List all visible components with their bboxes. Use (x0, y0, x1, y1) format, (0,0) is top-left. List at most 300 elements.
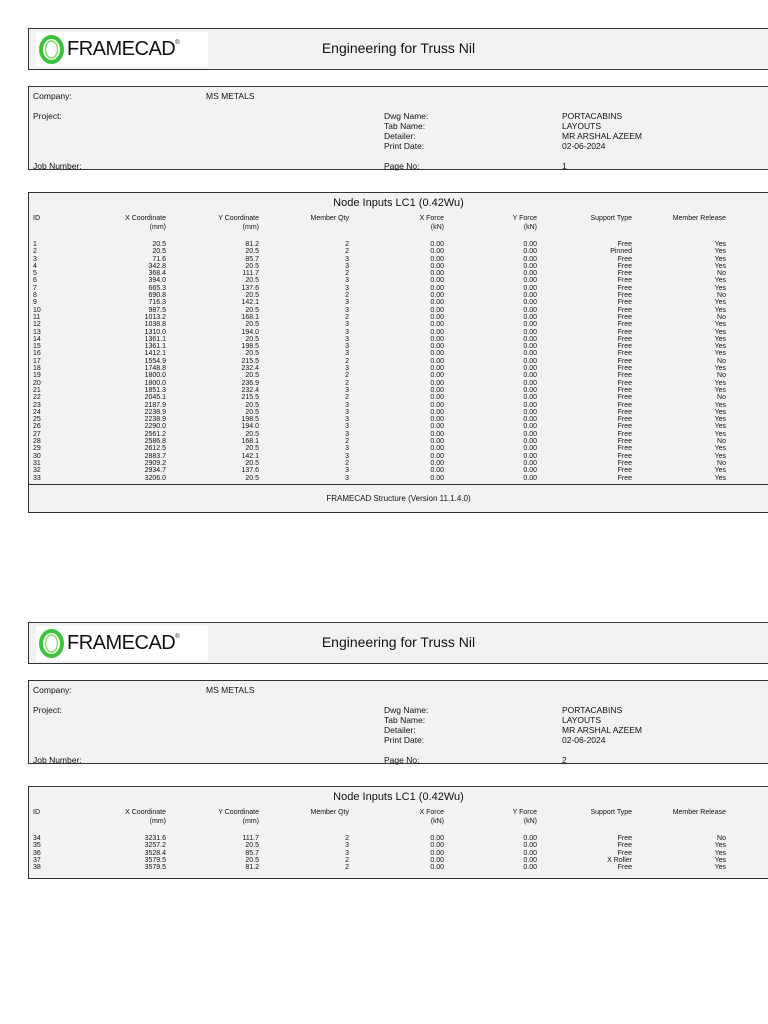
cell-member-release: Yes (714, 445, 726, 453)
cell-y-force: 0.00 (523, 416, 537, 424)
cell-member-release: Yes (714, 277, 726, 285)
cell-member-qty: 3 (345, 416, 349, 424)
cell-y-coordinate: 168.1 (241, 438, 259, 446)
cell-id: 38 (33, 864, 41, 872)
table-row (29, 263, 768, 270)
table-title: Node Inputs LC1 (0.42Wu) (333, 791, 464, 803)
cell-member-qty: 3 (345, 467, 349, 475)
cell-id: 1 (33, 241, 37, 248)
info-company: MS METALS (206, 685, 255, 695)
cell-y-force: 0.00 (523, 335, 537, 343)
column-header-line: (mm) (242, 224, 259, 231)
cell-support-type: Free (617, 430, 632, 438)
cell-y-coordinate: 198.5 (241, 343, 259, 351)
cell-member-release: Yes (714, 474, 726, 482)
cell-x-coordinate: 665.3 (148, 284, 166, 292)
column-header-line: Support Type (590, 215, 632, 222)
cell-y-force: 0.00 (523, 856, 537, 864)
cell-member-release: Yes (714, 842, 726, 850)
column-header-y-force (474, 808, 537, 826)
cell-id: 34 (33, 835, 41, 842)
cell-id: 36 (33, 849, 41, 857)
cell-member-qty: 2 (345, 394, 349, 402)
cell-member-qty: 3 (345, 849, 349, 857)
cell-x-force: 0.00 (430, 835, 444, 842)
table-row (29, 438, 768, 445)
table-row (29, 475, 768, 482)
cell-y-coordinate: 20.5 (245, 321, 259, 329)
cell-member-release: Yes (714, 350, 726, 358)
cell-y-force: 0.00 (523, 452, 537, 460)
cell-y-coordinate: 194.0 (241, 328, 259, 336)
cell-y-force: 0.00 (523, 438, 537, 446)
cell-y-coordinate: 20.5 (245, 856, 259, 864)
cell-x-coordinate: 2883.7 (144, 452, 166, 460)
cell-id: 29 (33, 445, 41, 453)
cell-x-force: 0.00 (430, 270, 444, 278)
cell-y-force: 0.00 (523, 372, 537, 380)
column-header-x-coordinate (109, 808, 166, 826)
cell-x-force: 0.00 (430, 849, 444, 857)
cell-member-qty: 2 (345, 835, 349, 842)
cell-member-release: Yes (714, 284, 726, 292)
info-page-no: 1 (562, 161, 567, 171)
cell-support-type: Free (617, 394, 632, 402)
table-row (29, 453, 768, 460)
column-header-x-coordinate (109, 214, 166, 232)
column-header-line: Member Qty (310, 215, 349, 222)
logo-name: FRAMECAD (67, 632, 176, 654)
cell-x-force: 0.00 (430, 842, 444, 850)
cell-support-type: Free (617, 452, 632, 460)
cell-y-force: 0.00 (523, 864, 537, 872)
cell-member-qty: 3 (345, 842, 349, 850)
node-inputs-table (28, 192, 768, 513)
cell-member-qty: 3 (345, 452, 349, 460)
cell-member-release: No (717, 394, 726, 402)
cell-x-coordinate: 987.5 (148, 306, 166, 314)
cell-x-force: 0.00 (430, 856, 444, 864)
cell-member-qty: 3 (345, 365, 349, 373)
cell-x-force: 0.00 (430, 241, 444, 248)
cell-support-type: Free (617, 401, 632, 409)
column-header-support-type (559, 214, 632, 223)
cell-x-force: 0.00 (430, 248, 444, 256)
table-row (29, 864, 768, 871)
cell-x-force: 0.00 (430, 350, 444, 358)
cell-x-coordinate: 71.6 (152, 255, 166, 263)
cell-x-force: 0.00 (430, 379, 444, 387)
cell-id: 25 (33, 416, 41, 424)
cell-y-coordinate: 137.6 (241, 284, 259, 292)
column-header-line: Member Release (672, 809, 726, 816)
cell-x-coordinate: 342.8 (148, 262, 166, 270)
column-header-member-release (649, 214, 726, 223)
cell-member-release: Yes (714, 452, 726, 460)
node-inputs-table (28, 786, 768, 879)
table-row (29, 329, 768, 336)
cell-id: 3 (33, 255, 37, 263)
cell-y-force: 0.00 (523, 365, 537, 373)
table-row (29, 402, 768, 409)
cell-x-coordinate: 2238.9 (144, 408, 166, 416)
cell-member-release: No (717, 313, 726, 321)
table-row (29, 343, 768, 350)
cell-y-force: 0.00 (523, 849, 537, 857)
cell-member-release: Yes (714, 335, 726, 343)
info-dwg-label: Dwg Name: (384, 111, 429, 121)
column-header-x-force (379, 808, 444, 826)
table-row (29, 277, 768, 284)
cell-id: 17 (33, 357, 41, 365)
info-project-label: Project: (33, 111, 62, 121)
cell-x-force: 0.00 (430, 284, 444, 292)
column-header-x-force (379, 214, 444, 232)
cell-member-qty: 3 (345, 401, 349, 409)
cell-id: 7 (33, 284, 37, 292)
cell-support-type: Free (617, 313, 632, 321)
table-row (29, 307, 768, 314)
cell-x-force: 0.00 (430, 328, 444, 336)
cell-y-coordinate: 85.7 (245, 849, 259, 857)
cell-y-coordinate: 20.5 (245, 335, 259, 343)
cell-member-release: No (717, 459, 726, 467)
cell-y-coordinate: 81.2 (245, 241, 259, 248)
table-row (29, 431, 768, 438)
cell-y-force: 0.00 (523, 270, 537, 278)
cell-support-type: Free (617, 438, 632, 446)
cell-support-type: Free (617, 416, 632, 424)
column-header-line: Y Force (512, 215, 537, 222)
cell-y-force: 0.00 (523, 343, 537, 351)
cell-y-force: 0.00 (523, 313, 537, 321)
cell-support-type: Free (617, 408, 632, 416)
column-header-line: Member Qty (310, 809, 349, 816)
cell-x-force: 0.00 (430, 438, 444, 446)
info-job-label: Job Number: (33, 161, 82, 171)
info-print-label: Print Date: (384, 735, 425, 745)
cell-x-force: 0.00 (430, 408, 444, 416)
cell-x-force: 0.00 (430, 452, 444, 460)
column-header-line: (mm) (149, 224, 166, 231)
cell-x-coordinate: 1310.0 (144, 328, 166, 336)
cell-x-coordinate: 2934.7 (144, 467, 166, 475)
table-row (29, 835, 768, 842)
cell-member-release: Yes (714, 386, 726, 394)
table-row (29, 336, 768, 343)
info-dwg-label: Dwg Name: (384, 705, 429, 715)
cell-y-force: 0.00 (523, 321, 537, 329)
cell-id: 22 (33, 394, 41, 402)
cell-x-force: 0.00 (430, 321, 444, 329)
cell-x-coordinate: 1748.8 (144, 365, 166, 373)
column-header-line: (kN) (430, 818, 444, 825)
info-page-no: 2 (562, 755, 567, 765)
table-row (29, 256, 768, 263)
cell-x-force: 0.00 (430, 255, 444, 263)
cell-support-type: X Roller (607, 856, 632, 864)
cell-y-force: 0.00 (523, 430, 537, 438)
table-body (29, 241, 768, 482)
table-row (29, 372, 768, 379)
column-header-line: (kN) (430, 224, 444, 231)
cell-y-force: 0.00 (523, 357, 537, 365)
column-header-member-release (649, 808, 726, 817)
cell-x-force: 0.00 (430, 401, 444, 409)
cell-member-release: Yes (714, 849, 726, 857)
table-row (29, 380, 768, 387)
cell-member-release: Yes (714, 255, 726, 263)
cell-support-type: Free (617, 849, 632, 857)
cell-member-qty: 2 (345, 856, 349, 864)
cell-x-force: 0.00 (430, 430, 444, 438)
column-header-line: X Force (419, 215, 444, 222)
cell-x-coordinate: 1038.8 (144, 321, 166, 329)
cell-id: 27 (33, 430, 41, 438)
cell-support-type: Free (617, 335, 632, 343)
cell-member-qty: 3 (345, 430, 349, 438)
cell-member-release: Yes (714, 248, 726, 256)
cell-member-release: Yes (714, 401, 726, 409)
cell-support-type: Free (617, 467, 632, 475)
cell-x-force: 0.00 (430, 445, 444, 453)
column-header-line: Y Force (512, 809, 537, 816)
cell-support-type: Free (617, 423, 632, 431)
cell-member-release: Yes (714, 864, 726, 872)
cell-y-force: 0.00 (523, 394, 537, 402)
cell-member-qty: 2 (345, 459, 349, 467)
cell-id: 24 (33, 408, 41, 416)
cell-y-force: 0.00 (523, 292, 537, 300)
column-header-line: X Coordinate (125, 215, 166, 222)
cell-id: 14 (33, 335, 41, 343)
cell-id: 26 (33, 423, 41, 431)
cell-y-coordinate: 20.5 (245, 292, 259, 300)
cell-member-qty: 3 (345, 262, 349, 270)
cell-x-coordinate: 2612.5 (144, 445, 166, 453)
cell-y-force: 0.00 (523, 835, 537, 842)
cell-member-release: No (717, 438, 726, 446)
table-row (29, 394, 768, 401)
column-header-line: Support Type (590, 809, 632, 816)
column-header-line: Y Coordinate (218, 809, 259, 816)
cell-member-release: Yes (714, 856, 726, 864)
column-header-line: Y Coordinate (218, 215, 259, 222)
cell-x-coordinate: 1361.1 (144, 335, 166, 343)
cell-x-coordinate: 1361.1 (144, 343, 166, 351)
cell-x-force: 0.00 (430, 467, 444, 475)
cell-member-qty: 3 (345, 335, 349, 343)
info-tab-label: Tab Name: (384, 121, 426, 131)
cell-id: 23 (33, 401, 41, 409)
cell-x-coordinate: 3579.5 (144, 864, 166, 872)
cell-x-coordinate: 2561.2 (144, 430, 166, 438)
table-row (29, 850, 768, 857)
cell-support-type: Free (617, 284, 632, 292)
info-detailer: MR ARSHAL AZEEM (562, 725, 642, 735)
info-print-date: 02-06-2024 (562, 141, 606, 151)
table-title: Node Inputs LC1 (0.42Wu) (333, 197, 464, 209)
column-header-y-force (474, 214, 537, 232)
cell-support-type: Free (617, 445, 632, 453)
cell-id: 6 (33, 277, 37, 285)
cell-member-qty: 2 (345, 357, 349, 365)
info-tab-label: Tab Name: (384, 715, 426, 725)
cell-member-qty: 2 (345, 864, 349, 872)
cell-x-force: 0.00 (430, 416, 444, 424)
cell-y-coordinate: 85.7 (245, 255, 259, 263)
cell-x-coordinate: 1800.0 (144, 379, 166, 387)
cell-member-qty: 3 (345, 328, 349, 336)
column-header-line: (mm) (242, 818, 259, 825)
cell-x-coordinate: 3231.6 (144, 835, 166, 842)
cell-member-qty: 2 (345, 292, 349, 300)
cell-x-force: 0.00 (430, 292, 444, 300)
cell-support-type: Free (617, 350, 632, 358)
cell-y-coordinate: 236.9 (241, 379, 259, 387)
table-row (29, 365, 768, 372)
cell-x-force: 0.00 (430, 343, 444, 351)
cell-y-force: 0.00 (523, 299, 537, 307)
cell-y-coordinate: 20.5 (245, 262, 259, 270)
cell-x-coordinate: 3528.4 (144, 849, 166, 857)
page-title: Engineering for Truss Nil (321, 634, 476, 650)
table-body (29, 835, 768, 871)
column-header-y-coordinate (204, 214, 259, 232)
cell-id: 21 (33, 386, 41, 394)
cell-y-force: 0.00 (523, 379, 537, 387)
cell-id: 4 (33, 262, 37, 270)
info-print-label: Print Date: (384, 141, 425, 151)
cell-y-force: 0.00 (523, 328, 537, 336)
cell-y-coordinate: 142.1 (241, 452, 259, 460)
cell-member-qty: 3 (345, 306, 349, 314)
cell-x-coordinate: 2586.8 (144, 438, 166, 446)
cell-support-type: Free (617, 292, 632, 300)
cell-support-type: Free (617, 372, 632, 380)
cell-y-force: 0.00 (523, 474, 537, 482)
cell-member-release: Yes (714, 416, 726, 424)
cell-id: 19 (33, 372, 41, 380)
cell-y-coordinate: 20.5 (245, 350, 259, 358)
info-job-label: Job Number: (33, 755, 82, 765)
cell-member-release: Yes (714, 365, 726, 373)
cell-id: 28 (33, 438, 41, 446)
logo-registered-mark: ® (175, 40, 180, 46)
cell-y-force: 0.00 (523, 445, 537, 453)
logo-name: FRAMECAD (67, 38, 176, 60)
cell-support-type: Free (617, 459, 632, 467)
table-row (29, 409, 768, 416)
cell-y-coordinate: 20.5 (245, 445, 259, 453)
cell-id: 31 (33, 459, 41, 467)
cell-x-coordinate: 368.4 (148, 270, 166, 278)
cell-member-qty: 3 (345, 408, 349, 416)
column-header-id: ID (33, 215, 40, 222)
cell-support-type: Free (617, 321, 632, 329)
cell-y-coordinate: 137.6 (241, 467, 259, 475)
cell-x-force: 0.00 (430, 335, 444, 343)
cell-x-force: 0.00 (430, 299, 444, 307)
cell-support-type: Free (617, 328, 632, 336)
cell-y-coordinate: 20.5 (245, 408, 259, 416)
table-footer: FRAMECAD Structure (Version 11.1.4.0) (29, 484, 768, 514)
cell-y-coordinate: 168.1 (241, 313, 259, 321)
column-header-line: X Coordinate (125, 809, 166, 816)
cell-member-qty: 2 (345, 438, 349, 446)
cell-support-type: Pinned (610, 248, 632, 256)
cell-member-qty: 3 (345, 321, 349, 329)
cell-y-coordinate: 20.5 (245, 842, 259, 850)
cell-support-type: Free (617, 379, 632, 387)
cell-x-force: 0.00 (430, 313, 444, 321)
cell-support-type: Free (617, 270, 632, 278)
page-header (28, 28, 768, 70)
cell-member-qty: 2 (345, 313, 349, 321)
table-row (29, 285, 768, 292)
cell-id: 13 (33, 328, 41, 336)
cell-id: 5 (33, 270, 37, 278)
cell-support-type: Free (617, 835, 632, 842)
info-dwg: PORTACABINS (562, 111, 623, 121)
page-header (28, 622, 768, 664)
cell-member-qty: 2 (345, 248, 349, 256)
cell-member-qty: 3 (345, 386, 349, 394)
column-header-support-type (559, 808, 632, 817)
column-header-member-qty (289, 808, 349, 817)
cell-x-coordinate: 1412.1 (144, 350, 166, 358)
cell-x-force: 0.00 (430, 459, 444, 467)
cell-member-release: Yes (714, 408, 726, 416)
cell-member-release: Yes (714, 379, 726, 387)
table-row (29, 423, 768, 430)
cell-member-qty: 2 (345, 372, 349, 380)
cell-support-type: Free (617, 474, 632, 482)
cell-y-force: 0.00 (523, 459, 537, 467)
cell-member-release: No (717, 357, 726, 365)
info-tab: LAYOUTS (562, 121, 602, 131)
table-row (29, 416, 768, 423)
cell-y-coordinate: 232.4 (241, 386, 259, 394)
table-row (29, 350, 768, 357)
cell-member-release: No (717, 270, 726, 278)
table-row (29, 248, 768, 255)
table-row (29, 445, 768, 452)
cell-y-force: 0.00 (523, 241, 537, 248)
cell-x-coordinate: 690.8 (148, 292, 166, 300)
info-page-label: Page No: (384, 161, 420, 171)
cell-member-qty: 2 (345, 241, 349, 248)
cell-y-force: 0.00 (523, 423, 537, 431)
cell-x-coordinate: 394.0 (148, 277, 166, 285)
cell-id: 20 (33, 379, 41, 387)
cell-member-release: Yes (714, 241, 726, 248)
cell-member-release: Yes (714, 262, 726, 270)
cell-id: 15 (33, 343, 41, 351)
cell-x-force: 0.00 (430, 262, 444, 270)
cell-y-force: 0.00 (523, 248, 537, 256)
cell-support-type: Free (617, 386, 632, 394)
cell-support-type: Free (617, 277, 632, 285)
info-project-label: Project: (33, 705, 62, 715)
cell-y-force: 0.00 (523, 401, 537, 409)
info-dwg: PORTACABINS (562, 705, 623, 715)
table-row (29, 842, 768, 849)
table-row (29, 270, 768, 277)
cell-member-release: Yes (714, 321, 726, 329)
cell-y-coordinate: 198.5 (241, 416, 259, 424)
cell-x-force: 0.00 (430, 365, 444, 373)
